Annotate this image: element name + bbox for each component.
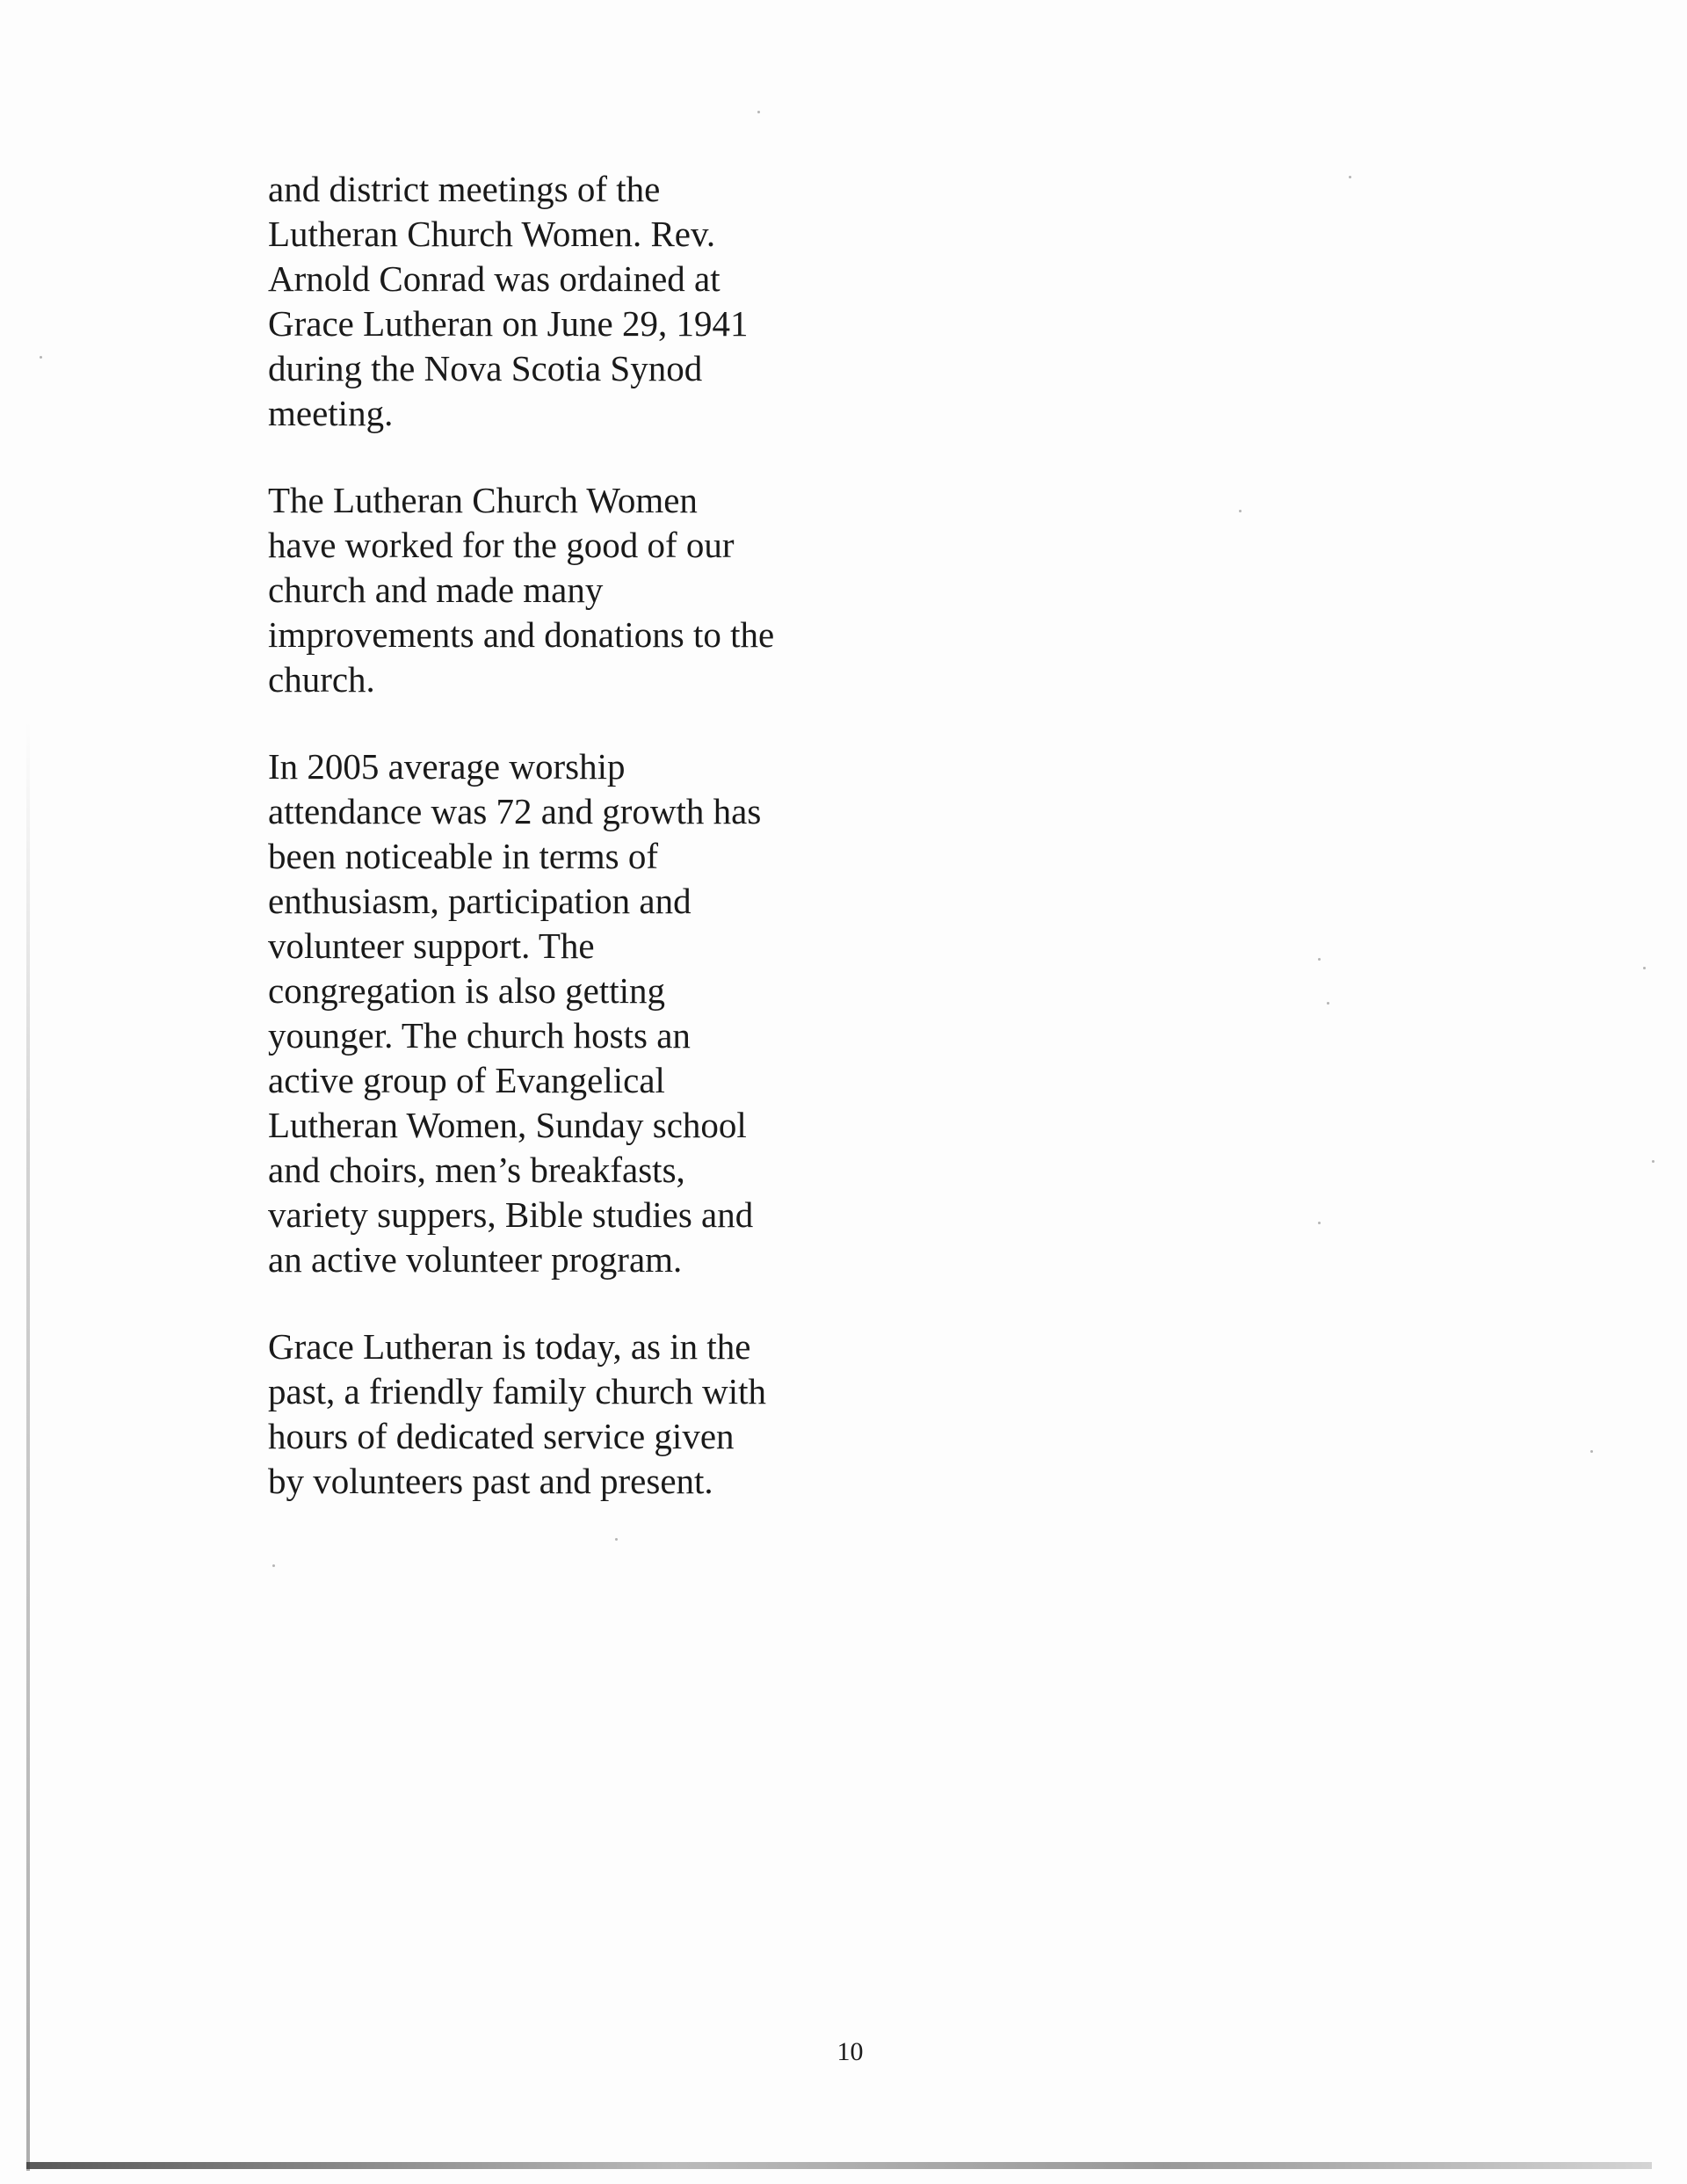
text-line: Lutheran Church Women. Rev. [268, 214, 716, 254]
text-line: Arnold Conrad was ordained at [268, 258, 720, 299]
scan-speckle [1327, 1002, 1329, 1005]
text-line: and district meetings of the [268, 169, 661, 209]
scan-speckle [1643, 967, 1646, 969]
text-line: attendance was 72 and growth has [268, 791, 762, 831]
text-line: past, a friendly family church with [268, 1371, 766, 1411]
scan-speckle [1590, 1450, 1593, 1453]
paragraph-attendance-2005 [268, 744, 830, 1282]
paragraph-church-women [268, 478, 830, 702]
scan-speckle [1318, 1222, 1321, 1224]
scan-speckle [1318, 958, 1321, 961]
text-line: improvements and donations to the [268, 614, 775, 655]
scan-speckle [272, 1564, 275, 1567]
text-line: active group of Evangelical [268, 1060, 665, 1100]
text-line: church and made many [268, 570, 604, 610]
text-line: enthusiasm, participation and [268, 881, 691, 921]
text-line: and choirs, men’s breakfasts, [268, 1150, 685, 1190]
scan-speckle [40, 356, 42, 359]
body-text [268, 167, 830, 1546]
scan-speckle [1349, 176, 1351, 178]
text-line: meeting. [268, 393, 394, 433]
text-line: by volunteers past and present. [268, 1461, 713, 1501]
text-line: Grace Lutheran on June 29, 1941 [268, 303, 749, 344]
scan-edge-left [26, 721, 30, 2171]
text-line: an active volunteer program. [268, 1239, 683, 1280]
text-line: hours of dedicated service given [268, 1416, 735, 1456]
text-line: variety suppers, Bible studies and [268, 1194, 754, 1235]
scan-speckle [1239, 510, 1242, 512]
text-line: younger. The church hosts an [268, 1015, 691, 1056]
text-line: In 2005 average worship [268, 746, 626, 787]
text-line: church. [268, 659, 375, 700]
paragraph-district-meetings [268, 167, 830, 436]
scan-speckle [757, 111, 760, 113]
scan-speckle [1652, 1160, 1654, 1163]
text-line: been noticeable in terms of [268, 836, 658, 876]
text-line: Lutheran Women, Sunday school [268, 1105, 747, 1145]
text-line: during the Nova Scotia Synod [268, 348, 703, 388]
page-number: 10 [836, 2037, 864, 2066]
text-line: The Lutheran Church Women [268, 480, 698, 520]
scan-edge-bottom [26, 2162, 1652, 2169]
paragraph-grace-lutheran-today [268, 1324, 830, 1504]
text-line: Grace Lutheran is today, as in the [268, 1326, 751, 1367]
text-line: volunteer support. The [268, 925, 595, 966]
text-line: congregation is also getting [268, 970, 666, 1011]
text-line: have worked for the good of our [268, 525, 735, 565]
